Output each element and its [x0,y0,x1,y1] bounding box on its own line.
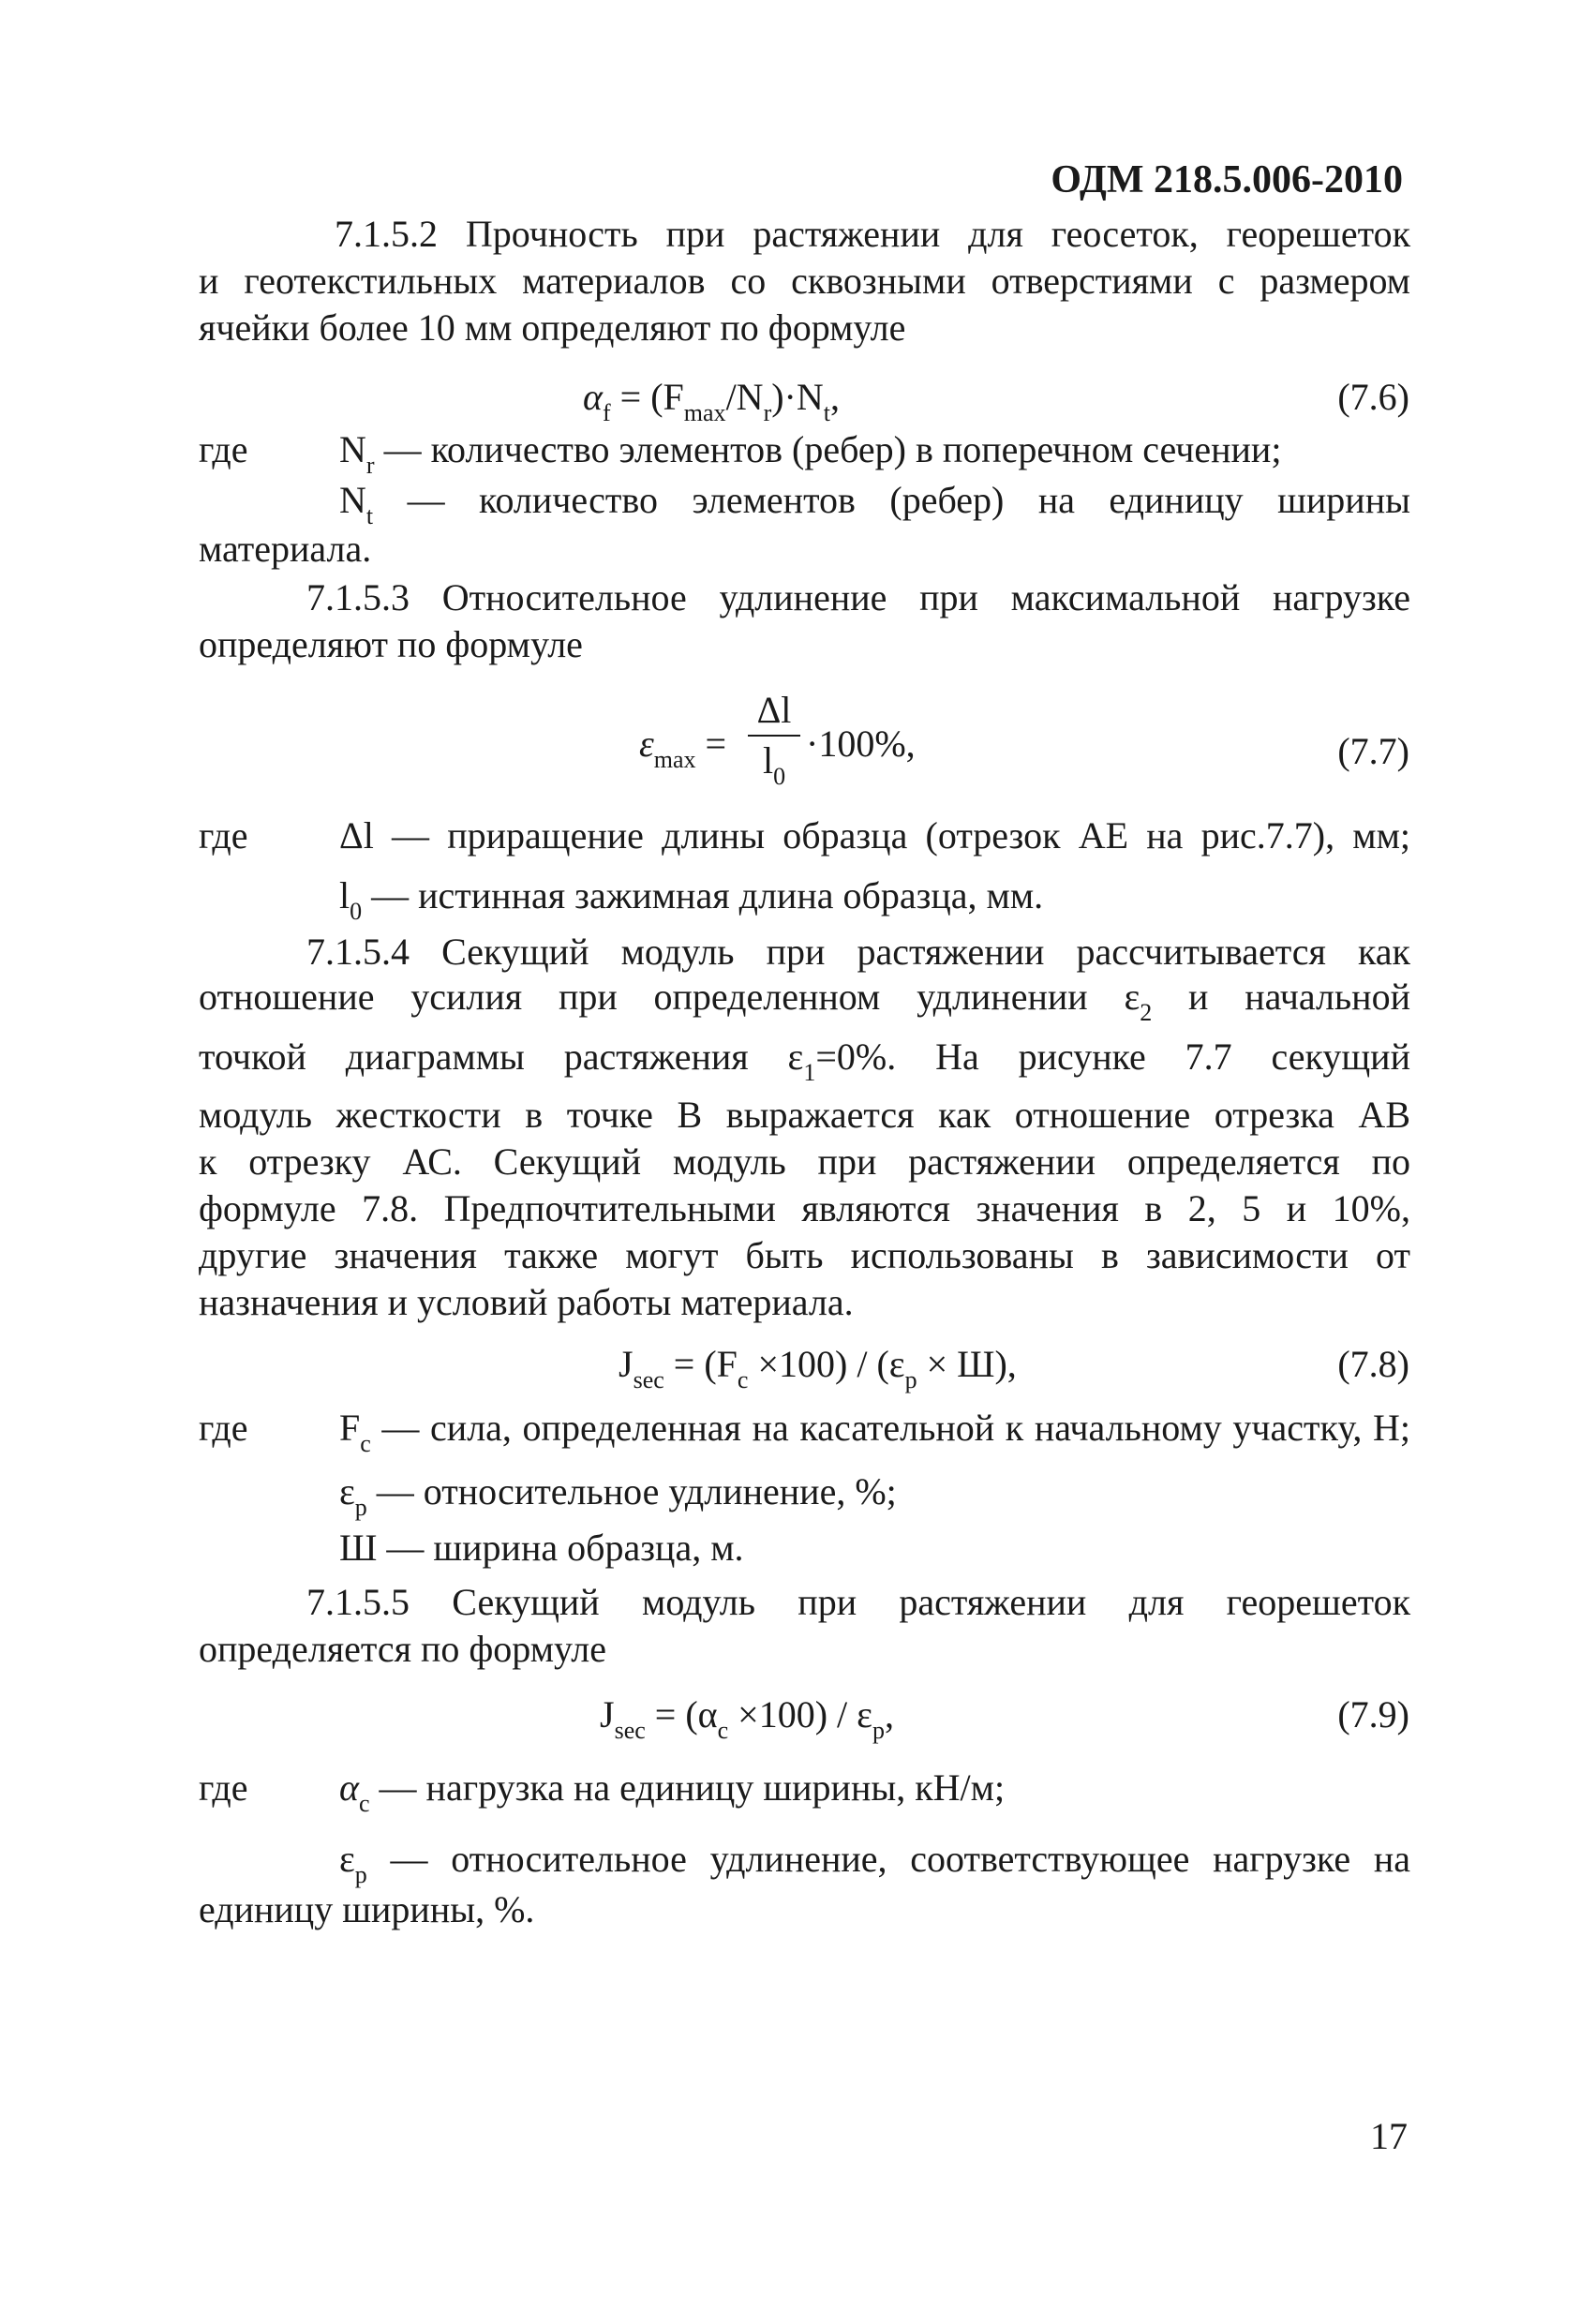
fraction-bar [748,735,800,737]
definition-nt: $N_t$ — количество элементов (ребер) на единицу ширины [339,479,1410,529]
equation-7-7-rhs: ·100%, [806,723,916,765]
paragraph-7-1-5-2-line-1: 7.1.5.2 Прочность при растяжении для геосеток, георешеток [335,213,1410,255]
paragraph-7-1-5-5-line-1: 7.1.5.5 Секущий модуль при растяжении для георешеток [306,1581,1410,1623]
where-label-7-8: где [199,1407,248,1449]
where-label-7-7: где [199,814,248,857]
definition-nt-continued: материала. [199,528,372,570]
definition-ep-2: $\varepsilon_p$ — относительное удлинение, соответствующее нагрузке на [339,1838,1410,1888]
definition-l0: $l_0$ — истинная зажимная длина образца, мм. [339,874,1044,925]
paragraph-7-1-5-2-line-2: и геотекстильных материалов со сквозными отверстиями с размером [199,260,1410,302]
paragraph-7-1-5-5-line-2: определяется по формуле [199,1628,606,1670]
paragraph-7-1-5-4-line-1: 7.1.5.4 Секущий модуль при растяжении рассчитывается как [306,931,1410,973]
fraction-denominator: $l_0$ [762,739,786,790]
paragraph-7-1-5-3-line-2: определяют по формуле [199,623,583,665]
equation-label-7-6: (7.6) [1337,376,1409,418]
fraction-numerator: Δl [756,689,792,731]
equation-7-9: $J_{sec} = (\alpha_c \times 100) / \varepsilon_p$, [600,1693,894,1744]
equation-7-7-fraction [748,688,800,788]
equation-7-6: $\alpha_f = (F_{max}/N_r)\cdot N_t$, [583,376,840,426]
paragraph-7-1-5-4-line-3: точкой диаграммы растяжения $\varepsilon_1=0\%$. На рисунке 7.7 секущий [199,1035,1410,1086]
definition-width: Ш — ширина образца, м. [339,1527,744,1569]
definition-delta-l: Δl — приращение длины образца (отрезок АЕ на рис.7.7), мм; [339,814,1410,857]
document-code: ОДМ 218.5.006-2010 [1051,158,1403,201]
equation-7-8: $J_{sec} = (F_c \times 100) / (\varepsilon_p \times Ш)$, [619,1343,1017,1393]
equation-label-7-9: (7.9) [1337,1693,1409,1736]
paragraph-7-1-5-4-line-4: модуль жесткости в точке В выражается как отношение отрезка АВ [199,1094,1410,1136]
page-number: 17 [1370,2115,1408,2157]
paragraph-7-1-5-4-line-5: к отрезку АС. Секущий модуль при растяжении определяется по [199,1140,1410,1183]
equation-7-7-lhs: $\varepsilon_{max}$ = [639,723,727,773]
where-label-7-9: где [199,1766,248,1809]
paragraph-7-1-5-4-line-2: отношение усилия при определенном удлинении $\varepsilon_2$ и начальной [199,976,1410,1026]
definition-ac: $\alpha_c$ — нагрузка на единицу ширины, кН/м; [339,1766,1006,1817]
definition-fc: $F_c$ — сила, определенная на касательной к начальному участку, Н; [339,1407,1410,1457]
paragraph-7-1-5-2-line-3: ячейки более 10 мм определяют по формуле [199,306,906,349]
definition-nr: $N_r$ — количество элементов (ребер) в поперечном сечении; [339,428,1282,479]
equation-label-7-7: (7.7) [1337,730,1409,772]
definition-ep-2-continued: единицу ширины, %. [199,1888,535,1930]
paragraph-7-1-5-4-line-6: формуле 7.8. Предпочтительными являются значения в 2, 5 и 10%, [199,1187,1410,1229]
definition-ep: $\varepsilon_p$ — относительное удлинение, %; [339,1470,897,1521]
equation-label-7-8: (7.8) [1337,1343,1409,1385]
where-label-7-6: где [199,428,248,470]
paragraph-7-1-5-4-line-7: другие значения также могут быть использованы в зависимости от [199,1234,1410,1276]
paragraph-7-1-5-4-line-8: назначения и условий работы материала. [199,1281,854,1323]
paragraph-7-1-5-3-line-1: 7.1.5.3 Относительное удлинение при максимальной нагрузке [306,576,1410,618]
